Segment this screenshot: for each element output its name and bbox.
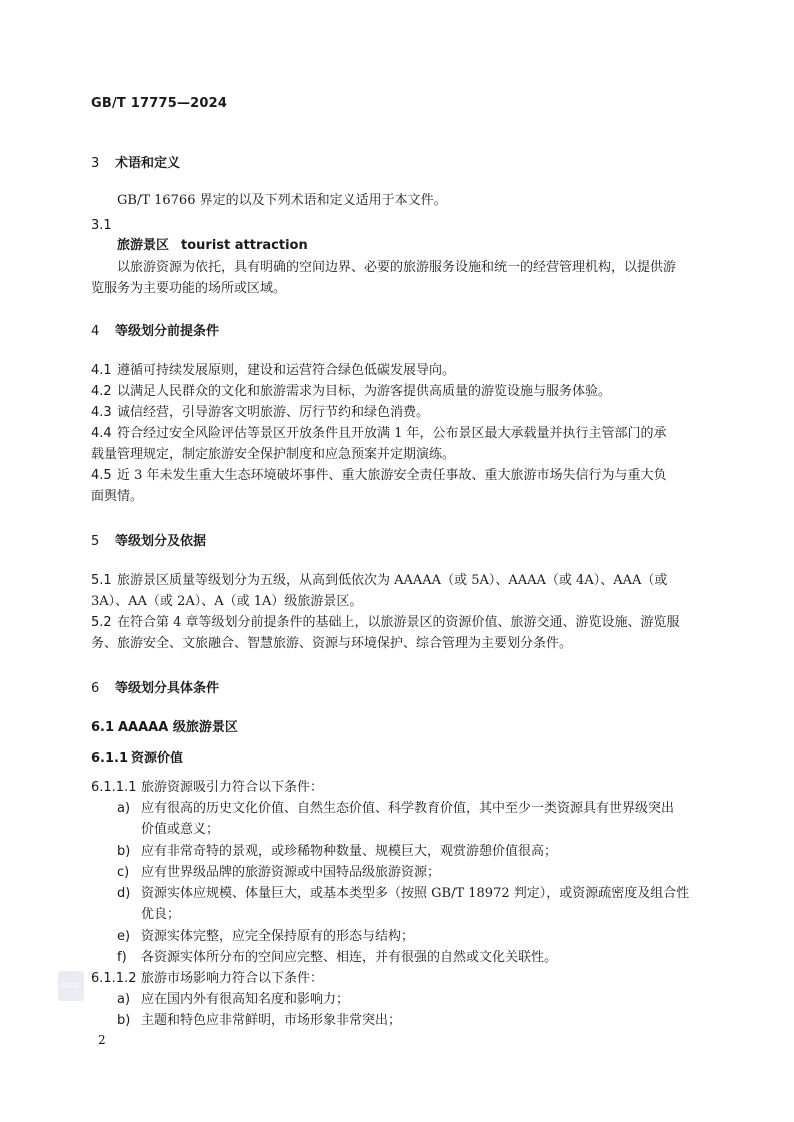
- section-6-1-heading: 6.1 AAAAA 级旅游景区: [91, 720, 238, 735]
- clause-5-2: 5.2 在符合第 4 章等级划分前提条件的基础上，以旅游景区的资源价值、旅游交通、游览设施、游览服: [91, 615, 680, 630]
- section-title: 等级划分前提条件: [115, 324, 220, 339]
- clause-4-3: 4.3 诚信经营，引导游客文明旅游、厉行节约和绿色消费。: [91, 405, 430, 420]
- clause-5-1-continued: 3A）、AA（或 2A）、A（或 1A）级旅游景区。: [91, 594, 363, 609]
- list-item: a) 应在国内外有很高知名度和影响力；: [117, 992, 350, 1007]
- list-item-continued: 优良；: [141, 907, 181, 922]
- list-item: b) 应有非常奇特的景观，或珍稀物种数量、规模巨大，观赏游憩价值很高；: [117, 844, 558, 859]
- clause-3-1-number: 3.1: [91, 218, 112, 233]
- term-definition-line-1: 以旅游资源为依托，具有明确的空间边界、必要的旅游服务设施和统一的经营管理机构，以提供游: [117, 260, 677, 275]
- list-item: f) 各资源实体所分布的空间应完整、相连，并有很强的自然或文化关联性。: [117, 950, 558, 965]
- clause-6-1-1-1: 6.1.1.1 旅游资源吸引力符合以下条件：: [91, 780, 324, 795]
- document-number-header: GB/T 17775—2024: [91, 96, 228, 111]
- clause-4-5-continued: 面舆情。: [91, 489, 144, 504]
- clause-5-1: 5.1 旅游景区质量等级划分为五级，从高到低依次为 AAAAA（或 5A）、AAAA（或 4A）、AAA（或: [91, 573, 668, 588]
- section-number: 3: [91, 156, 100, 171]
- page-number: 2: [98, 1033, 106, 1047]
- section-5-heading: 5 等级划分及依据: [91, 534, 207, 549]
- section-title: 术语和定义: [115, 156, 181, 171]
- section-6-heading: 6 等级划分具体条件: [91, 681, 220, 696]
- term-definition-line-2: 览服务为主要功能的场所或区域。: [91, 281, 287, 296]
- section-3-intro: GB/T 16766 界定的以及下列术语和定义适用于本文件。: [117, 193, 447, 208]
- section-3-heading: [91, 152, 180, 171]
- list-item: c) 应有世界级品牌的旅游资源或中国特品级旅游资源；: [117, 865, 441, 880]
- clause-4-2: 4.2 以满足人民群众的文化和旅游需求为目标，为游客提供高质量的游览设施与服务体验。: [91, 384, 612, 399]
- term-english: tourist attraction: [181, 238, 308, 253]
- clause-4-4: 4.4 符合经过安全风险评估等景区开放条件且开放满 1 年，公布景区最大承载量并执行主管部门的承: [91, 426, 667, 441]
- clause-4-1: 4.1 遵循可持续发展原则，建设和运营符合绿色低碳发展导向。: [91, 363, 456, 378]
- section-4-heading: 4 等级划分前提条件: [91, 324, 220, 339]
- term-chinese: 旅游景区: [117, 238, 170, 253]
- section-title: 等级划分及依据: [115, 534, 207, 549]
- list-item: e) 资源实体完整，应完全保持原有的形态与结构；: [117, 929, 415, 944]
- clause-6-1-1-2: 6.1.1.2 旅游市场影响力符合以下条件：: [91, 971, 324, 986]
- section-6-1-1-heading: 6.1.1 资源价值: [91, 751, 184, 766]
- clause-5-2-continued: 务、旅游安全、文旅融合、智慧旅游、资源与环境保护、综合管理为主要划分条件。: [91, 636, 573, 651]
- list-item: d) 资源实体应规模、体量巨大，或基本类型多（按照 GB/T 18972 判定），或资源疏密度及组合性: [117, 886, 690, 901]
- term-entry: [117, 237, 308, 255]
- watermark-logo: SDSC: [58, 971, 84, 1001]
- section-title: 资源价值: [131, 751, 184, 766]
- list-item: b) 主题和特色应非常鲜明，市场形象非常突出；: [117, 1013, 402, 1028]
- list-item: a) 应有很高的历史文化价值、自然生态价值、科学教育价值，其中至少一类资源具有世界级突出: [117, 801, 675, 816]
- section-title: AAAAA 级旅游景区: [118, 720, 238, 735]
- list-item-continued: 价值或意义；: [141, 822, 220, 837]
- clause-4-5: 4.5 近 3 年未发生重大生态环境破坏事件、重大旅游安全责任事故、重大旅游市场失信行为与重大负: [91, 468, 667, 483]
- section-title: 等级划分具体条件: [115, 681, 220, 696]
- clause-4-4-continued: 载量管理规定，制定旅游安全保护制度和应急预案并定期演练。: [91, 447, 456, 462]
